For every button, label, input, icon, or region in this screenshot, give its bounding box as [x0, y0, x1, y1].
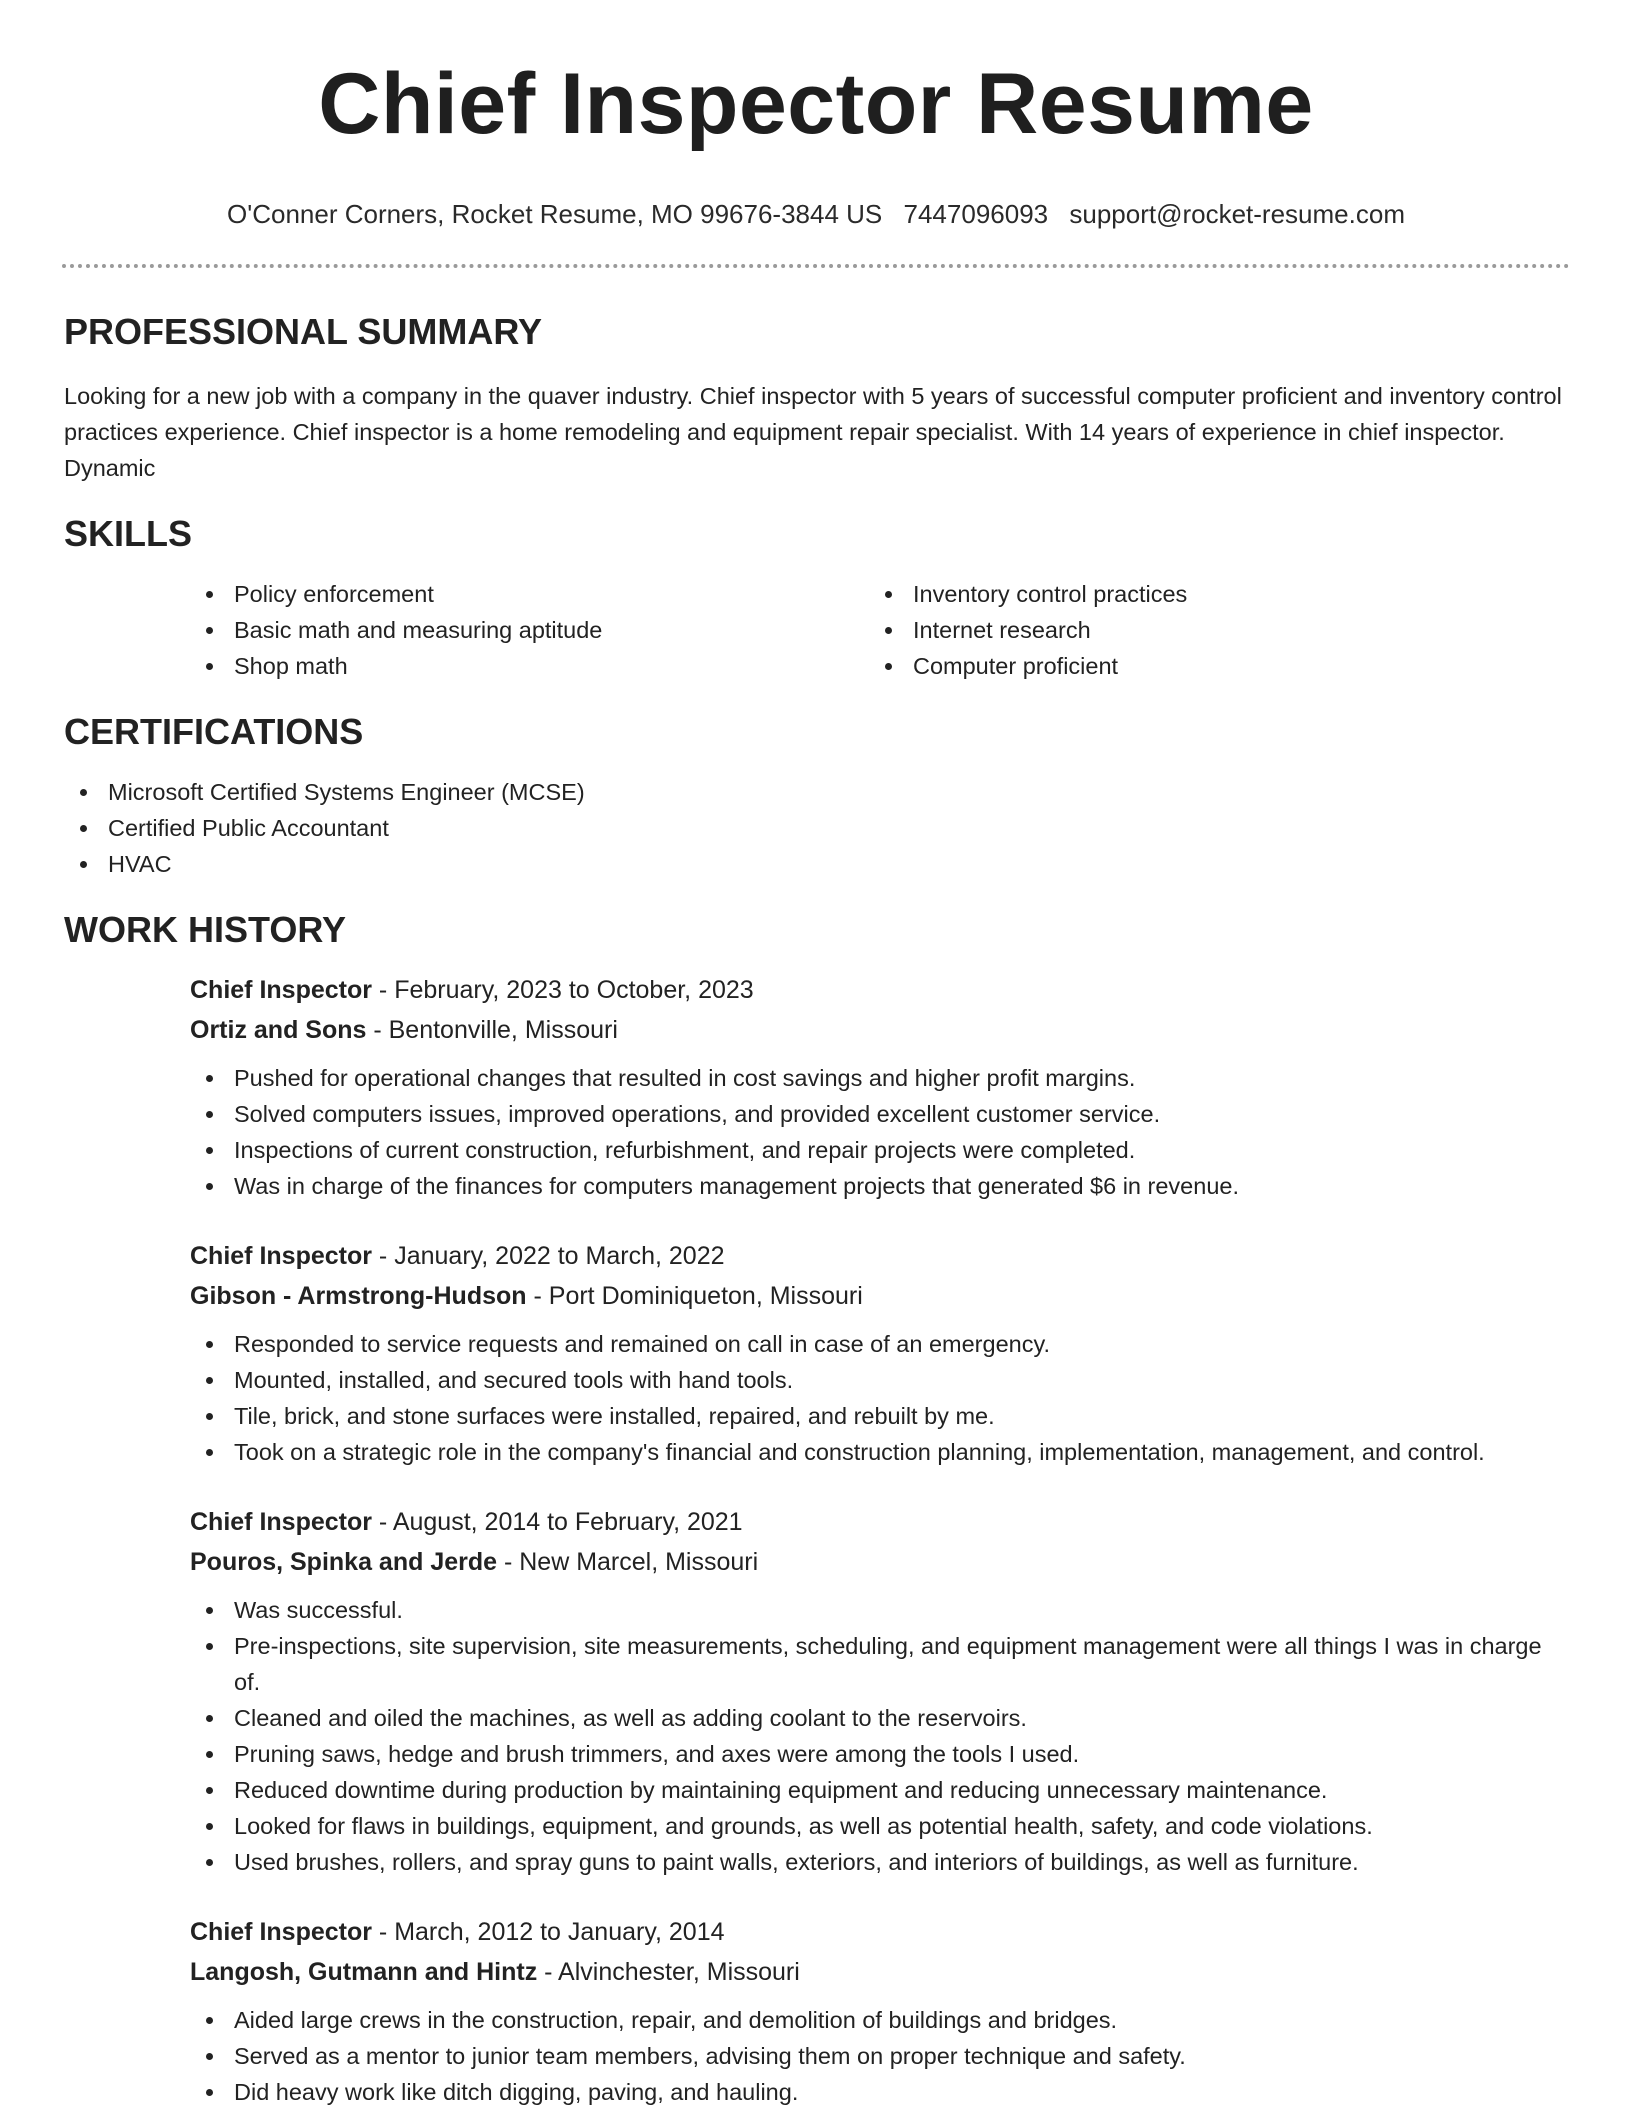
- job-duty: Responded to service requests and remained on call in case of an emergency.: [234, 1326, 1570, 1362]
- job-title: Chief Inspector: [190, 976, 372, 1004]
- skill-item: Policy enforcement: [234, 576, 869, 612]
- job-title-line: [190, 1912, 1570, 1952]
- certifications-list: [64, 774, 1570, 882]
- job-duty: Aided large crews in the construction, repair, and demolition of buildings and bridges.: [234, 2002, 1570, 2038]
- skill-item: Inventory control practices: [913, 576, 1548, 612]
- job-duties: [190, 1060, 1570, 1204]
- certification-item: Certified Public Accountant: [108, 810, 1570, 846]
- summary-text: Looking for a new job with a company in the quaver industry. Chief inspector with 5 years of successful computer proficient and inventory control practices experience. Chief inspector is a home remodeling and equipment repair specialist. With 14 years of experience in chief inspector. Dynamic: [64, 383, 1562, 481]
- job-duties: [190, 1326, 1570, 1470]
- certifications-section: [64, 710, 1570, 882]
- job-dates: - February, 2023 to October, 2023: [371, 976, 754, 1004]
- skills-heading: SKILLS: [64, 513, 193, 554]
- job-duty: Was successful.: [234, 1592, 1570, 1628]
- job-duty: Reduced downtime during production by maintaining equipment and reducing unnecessary maintenance.: [234, 1772, 1570, 1808]
- job-duty: Was in charge of the finances for computers management projects that generated $6 in revenue.: [234, 1168, 1570, 1204]
- job-duty: Cleaned and oiled the machines, as well as adding coolant to the reservoirs.: [234, 1700, 1570, 1736]
- job-company-line: [190, 1542, 1570, 1582]
- job-dates: - August, 2014 to February, 2021: [371, 1508, 743, 1536]
- job-title: Chief Inspector: [190, 1508, 372, 1536]
- job-company: Ortiz and Sons: [190, 1016, 367, 1044]
- summary-heading: PROFESSIONAL SUMMARY: [64, 311, 543, 352]
- job-duty: Pruning saws, hedge and brush trimmers, and axes were among the tools I used.: [234, 1736, 1570, 1772]
- job-duty: Pushed for operational changes that resulted in cost savings and higher profit margins.: [234, 1060, 1570, 1096]
- job-location: - Port Dominiqueton, Missouri: [526, 1282, 863, 1310]
- job-duty: Solved computers issues, improved operations, and provided excellent customer service.: [234, 1096, 1570, 1132]
- header-divider: [62, 264, 1570, 268]
- job-duty: Did heavy work like ditch digging, paving, and hauling.: [234, 2074, 1570, 2110]
- skill-item: Computer proficient: [913, 648, 1548, 684]
- job-location: - New Marcel, Missouri: [497, 1548, 759, 1576]
- job-company-line: [190, 1010, 1570, 1050]
- skill-item: Basic math and measuring aptitude: [234, 612, 869, 648]
- summary-section: [64, 310, 1570, 486]
- skills-section: [64, 512, 1570, 684]
- contact-email: support@rocket-resume.com: [1069, 199, 1405, 229]
- work-history-section: [64, 908, 1570, 2110]
- job-title-line: [190, 1236, 1570, 1276]
- job-duty: Looked for flaws in buildings, equipment, and grounds, as well as potential health, safety, and code violations.: [234, 1808, 1570, 1844]
- skills-column-left: [190, 576, 869, 684]
- job-duty: Pre-inspections, site supervision, site measurements, scheduling, and equipment management were all things I was in charge of.: [234, 1628, 1570, 1700]
- job-duty: Used brushes, rollers, and spray guns to paint walls, exteriors, and interiors of buildings, as well as furniture.: [234, 1844, 1570, 1880]
- job-duty: Tile, brick, and stone surfaces were installed, repaired, and rebuilt by me.: [234, 1398, 1570, 1434]
- skill-item: Internet research: [913, 612, 1548, 648]
- job-entry: [190, 970, 1570, 1204]
- job-duties: [190, 1592, 1570, 1880]
- contact-address: O'Conner Corners, Rocket Resume, MO 99676-3844 US: [227, 199, 883, 229]
- certifications-heading: CERTIFICATIONS: [64, 711, 364, 752]
- skills-grid: [190, 576, 1570, 684]
- job-location: - Bentonville, Missouri: [366, 1016, 618, 1044]
- job-entry: [190, 1502, 1570, 1880]
- job-entry: [190, 1912, 1570, 2110]
- job-title-line: [190, 1502, 1570, 1542]
- job-dates: - March, 2012 to January, 2014: [371, 1918, 725, 1946]
- job-company-line: [190, 1952, 1570, 1992]
- job-duty: Took on a strategic role in the company's financial and construction planning, implementation, management, and control.: [234, 1434, 1570, 1470]
- job-duty: Mounted, installed, and secured tools with hand tools.: [234, 1362, 1570, 1398]
- job-company: Gibson - Armstrong-Hudson: [190, 1282, 527, 1310]
- job-company: Pouros, Spinka and Jerde: [190, 1548, 498, 1576]
- contact-line: [0, 198, 1632, 230]
- job-title-line: [190, 970, 1570, 1010]
- job-company: Langosh, Gutmann and Hintz: [190, 1958, 538, 1986]
- job-entry: [190, 1236, 1570, 1470]
- job-duty: Served as a mentor to junior team members, advising them on proper technique and safety.: [234, 2038, 1570, 2074]
- skill-item: Shop math: [234, 648, 869, 684]
- contact-phone: 7447096093: [903, 199, 1049, 229]
- job-duty: Inspections of current construction, refurbishment, and repair projects were completed.: [234, 1132, 1570, 1168]
- resume-title: Chief Inspector Resume: [318, 56, 1314, 152]
- work-history-heading: WORK HISTORY: [64, 909, 347, 950]
- skills-column-right: [869, 576, 1548, 684]
- certification-item: Microsoft Certified Systems Engineer (MCSE): [108, 774, 1570, 810]
- job-title: Chief Inspector: [190, 1242, 372, 1270]
- job-location: - Alvinchester, Missouri: [537, 1958, 800, 1986]
- job-duties: [190, 2002, 1570, 2110]
- job-title: Chief Inspector: [190, 1918, 372, 1946]
- certification-item: HVAC: [108, 846, 1570, 882]
- job-company-line: [190, 1276, 1570, 1316]
- job-dates: - January, 2022 to March, 2022: [371, 1242, 725, 1270]
